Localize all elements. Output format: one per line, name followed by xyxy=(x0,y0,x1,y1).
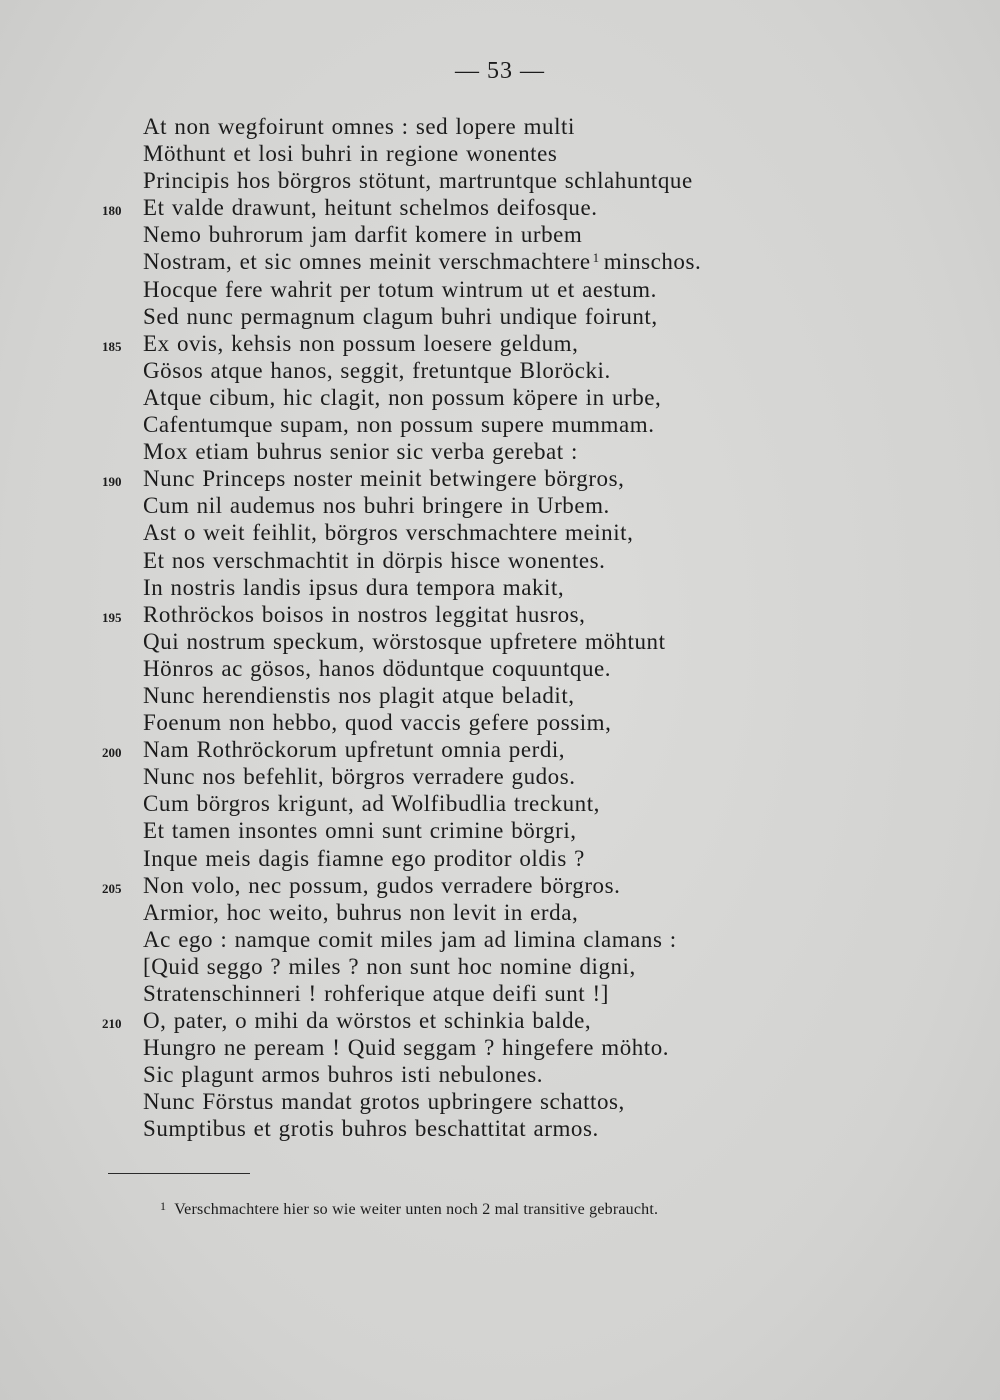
line-number: 190 xyxy=(102,474,122,490)
line-text: Non volo, nec possum, gudos verradere börgros. xyxy=(143,872,621,898)
line-text: Gösos atque hanos, seggit, fretuntque Bloröcki. xyxy=(143,357,611,383)
line-text: Et valde drawunt, heitunt schelmos deifosque. xyxy=(143,195,598,221)
poem-line xyxy=(0,1089,1000,1116)
poem-line xyxy=(0,304,1000,331)
poem-line xyxy=(0,846,1000,873)
poem-line xyxy=(0,114,1000,141)
poem-line xyxy=(0,1008,1000,1035)
poem-line xyxy=(0,358,1000,385)
line-text: Qui nostrum speckum, wörstosque upfretere möhtunt xyxy=(143,628,666,654)
line-text: Sic plagunt armos buhros isti nebulones. xyxy=(143,1062,544,1088)
poem-line xyxy=(0,222,1000,249)
poem-line xyxy=(0,277,1000,304)
poem-line xyxy=(0,791,1000,818)
line-text: Ex ovis, kehsis non possum loesere geldum, xyxy=(143,330,579,356)
line-number: 205 xyxy=(102,880,122,896)
footnote-text: Verschmachtere hier so wie weiter unten noch 2 mal transitive gebraucht. xyxy=(174,1201,659,1218)
line-text: Cum börgros krigunt, ad Wolfibudlia treckunt, xyxy=(143,791,600,817)
poem-line xyxy=(0,412,1000,439)
footnote-marker: 1 xyxy=(592,250,600,266)
poem-line xyxy=(0,141,1000,168)
line-text: O, pater, o mihi da wörstos et schinkia balde, xyxy=(143,1008,592,1034)
line-text: Ac ego : namque comit miles jam ad limina clamans : xyxy=(143,926,677,952)
line-text: Hönros ac gösos, hanos döduntque coquuntque. xyxy=(143,655,612,681)
line-text: Nunc Förstus mandat grotos upbringere schattos, xyxy=(143,1089,625,1115)
line-number: 180 xyxy=(102,203,122,219)
line-text: Hocque fere wahrit per totum wintrum ut et aestum. xyxy=(143,276,657,302)
line-text: Rothröckos boisos in nostros leggitat husros, xyxy=(143,601,586,627)
poem-line xyxy=(0,439,1000,466)
line-text: Möthunt et losi buhri in regione wonentes xyxy=(143,141,558,167)
line-text: Sumptibus et grotis buhros beschattitat armos. xyxy=(143,1116,599,1142)
footnote xyxy=(160,1199,658,1219)
line-text: Principis hos börgros stötunt, martruntque schlahuntque xyxy=(143,168,693,194)
line-text: Nunc herendienstis nos plagit atque beladit, xyxy=(143,682,575,708)
line-text: Et nos verschmachtit in dörpis hisce wonentes. xyxy=(143,547,606,573)
poem-line xyxy=(0,737,1000,764)
line-text: In nostris landis ipsus dura tempora makit, xyxy=(143,574,565,600)
line-number: 210 xyxy=(102,1016,122,1032)
poem-line xyxy=(0,466,1000,493)
line-text: Atque cibum, hic clagit, non possum köpere in urbe, xyxy=(143,384,662,410)
poem-line xyxy=(0,1062,1000,1089)
line-text: At non wegfoirunt omnes : sed lopere multi xyxy=(143,114,575,139)
line-text: Nunc Princeps noster meinit betwingere börgros, xyxy=(143,466,625,492)
poem-line xyxy=(0,764,1000,791)
line-text: Hungro ne peream ! Quid seggam ? hingefere möhto. xyxy=(143,1035,670,1061)
poem-line xyxy=(0,656,1000,683)
line-text: Nam Rothröckorum upfretunt omnia perdi, xyxy=(143,737,566,763)
poem xyxy=(0,114,1000,1144)
poem-line xyxy=(0,873,1000,900)
line-text: Foenum non hebbo, quod vaccis gefere possim, xyxy=(143,710,612,736)
line-text: Mox etiam buhrus senior sic verba gerebat : xyxy=(143,439,578,465)
poem-line xyxy=(0,493,1000,520)
poem-line xyxy=(0,927,1000,954)
line-text xyxy=(143,249,701,275)
footnote-divider xyxy=(108,1173,250,1174)
line-text-part: minschos. xyxy=(603,249,702,275)
poem-line xyxy=(0,710,1000,737)
poem-line xyxy=(0,981,1000,1008)
page-number: — 53 — xyxy=(455,58,545,84)
line-text: Stratenschinneri ! rohferique atque deifi sunt !] xyxy=(143,981,609,1006)
poem-line xyxy=(0,818,1000,845)
poem-line xyxy=(0,575,1000,602)
line-number: 185 xyxy=(102,338,122,354)
line-text: Armior, hoc weito, buhrus non levit in erda, xyxy=(143,899,579,925)
poem-line xyxy=(0,954,1000,981)
line-text: Sed nunc permagnum clagum buhri undique foirunt, xyxy=(143,303,658,329)
poem-line xyxy=(0,385,1000,412)
line-text: Cafentumque supam, non possum supere mummam. xyxy=(143,412,655,438)
line-text: Nemo buhrorum jam darfit komere in urbem xyxy=(143,222,583,248)
poem-line xyxy=(0,548,1000,575)
poem-line xyxy=(0,683,1000,710)
poem-line xyxy=(0,249,1000,276)
line-number: 195 xyxy=(102,609,122,625)
poem-line xyxy=(0,331,1000,358)
poem-line xyxy=(0,629,1000,656)
line-number: 200 xyxy=(102,745,122,761)
line-text: [Quid seggo ? miles ? non sunt hoc nomine digni, xyxy=(143,953,636,979)
poem-line xyxy=(0,900,1000,927)
footnote-number: 1 xyxy=(160,1199,167,1213)
line-text: Et tamen insontes omni sunt crimine börgri, xyxy=(143,818,577,844)
poem-line xyxy=(0,1116,1000,1143)
line-text: Inque meis dagis fiamne ego proditor oldis ? xyxy=(143,845,585,871)
poem-line xyxy=(0,602,1000,629)
poem-line xyxy=(0,1035,1000,1062)
line-text: Ast o weit feihlit, börgros verschmachtere meinit, xyxy=(143,520,634,546)
poem-line xyxy=(0,168,1000,195)
line-text: Cum nil audemus nos buhri bringere in Urbem. xyxy=(143,493,610,519)
poem-line xyxy=(0,520,1000,547)
poem-line xyxy=(0,195,1000,222)
line-text-part: Nostram, et sic omnes meinit verschmachtere xyxy=(143,249,591,275)
line-text: Nunc nos befehlit, börgros verradere gudos. xyxy=(143,764,576,790)
